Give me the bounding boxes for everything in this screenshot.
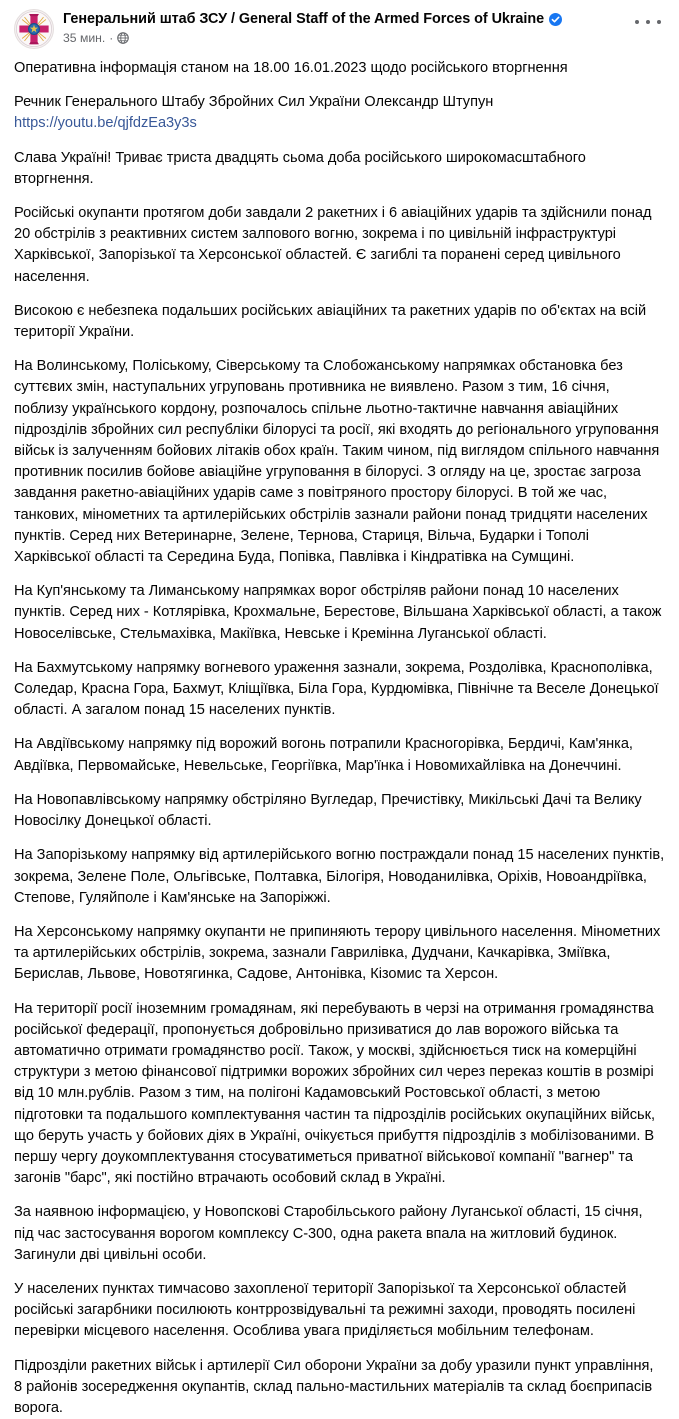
post-paragraph: Слава Україні! Триває триста двадцять сьома доба російського широкомасштабного вторгнення. <box>14 149 586 187</box>
post-paragraph: На Бахмутському напрямку вогневого ураження зазнали, зокрема, Роздолівка, Краснополівка, Соледар, Красна Гора, Бахмут, Кліщіївка, Біла Гора, Курдюмівка, Північне та Веселе Донецької області. А загалом понад 15 населених пунктів. <box>14 659 659 719</box>
globe-icon[interactable] <box>117 32 129 44</box>
post-timestamp[interactable]: 35 мин. <box>63 31 106 45</box>
post-paragraph: На Авдіївському напрямку під ворожий вогонь потрапили Красногорівка, Бердичі, Кам'янка, Авдіївка, Первомайське, Невельське, Георгіївка, Мар'їнка і Новомихайлівка на Донеччині. <box>14 736 633 774</box>
video-link[interactable]: https://youtu.be/qjfdzEa3y3s <box>14 115 197 132</box>
post-paragraph: На Новопавлівському напрямку обстріляно Вугледар, Пречистівку, Микільські Дачі та Велику Новосілку Донецької області. <box>14 791 642 830</box>
meta-separator: · <box>109 31 114 45</box>
post-meta-row <box>63 30 665 46</box>
post-paragraph: У населених пунктах тимчасово захопленої території Запорізької та Херсонської областей російські загарбники посилюють контррозвідувальні та режимні заходи, проводять посилені перевірки місцевого населення. Особлива увага приділяється мобільним телефонам. <box>14 1280 636 1340</box>
post-paragraph: На Херсонському напрямку окупанти не припиняють терору цивільного населення. Мінометних та артилерійських обстрілів, зокрема, зазнали Гаврилівка, Дудчани, Качкарівка, Зміївка, Берислав, Львове, Новотягинка, Садове, Антонівка, Кізомис та Херсон. <box>14 923 661 983</box>
dot <box>646 20 650 24</box>
post-paragraph: Високою є небезпека подальших російських авіаційних та ракетних ударів по об'єктах на всій території України. <box>14 302 647 341</box>
header-text-block <box>63 9 665 46</box>
page-name[interactable]: Генеральний штаб ЗСУ / General Staff of the Armed Forces of Ukraine <box>63 11 545 27</box>
verified-badge-icon <box>549 13 562 26</box>
post-paragraph: За наявною інформацією, у Новопскові Старобільського району Луганської області, 15 січня, під час застосування ворогом комплексу С-300, одна ракета впала на житловий будинок. Загинули дві цивільні особи. <box>14 1204 643 1263</box>
post-paragraph: На Куп'янському та Лиманському напрямках ворог обстріляв райони понад 10 населених пунктів. Серед них - Котлярівка, Крохмальне, Берестове, Вільшана Харківської області, а також Новоселівське, Стельмахівка, Макіївка, Невське і Кремінна Луганської області. <box>14 583 662 642</box>
more-options-icon[interactable] <box>635 14 661 30</box>
post-paragraph: Підрозділи ракетних військ і артилерії Сил оборони України за добу уразили пункт управління, 8 районів зосередження окупантів, склад пально-мастильних матеріалів та склад боєприпасів ворога. <box>14 1357 654 1416</box>
post-body <box>0 58 679 1419</box>
post-paragraph: На Волинському, Поліському, Сіверському та Слобожанському напрямках обстановка без суттєвих змін, наступальних угруповань противника не виявлено. Разом з тим, 16 січня, поблизу українського кордону, розпочалось спільне льотно-тактичне навчання авіаційних підрозділів збройних сил республіки білорусі та росії, які входять до регіонального угруповання військ із залученням бойових літаків обох країн. Таким чином, під виглядом спільного навчання противник посилив бойове авіаційне угруповання в білорусі. З огляду на це, зростає загроза завдання ракетно-авіаційних ударів саме з повітряного простору білорусі. В той же час, танкових, мінометних та артилерійських обстрілів зазнали райони понад тридцяти населених пунктів. Серед них Ветеринарне, Зелене, Тернова, Стариця, Вільча, Бударки і Тополі Харківської області та Середина Буда, Попівка, Павлівка і Кіндратівка на Сумщині. <box>14 358 660 566</box>
dot <box>635 20 639 24</box>
post-headline: Оперативна інформація станом на 18.00 16.01.2023 щодо російського вторгнення <box>14 60 568 76</box>
post-paragraph: На території росії іноземним громадянам, які перебувають в черзі на отримання громадянства російської федерації, пропонується добровільно призиватися до лав ворожого війська та автоматично отримати громадянство росії. Також, у москві, здійснюється тиск на комерційні структури з метою фінансової підтримки ворожих збройних сил через переказ коштів в розмірі від 10 млн.рублів. Разом з тим, на полігоні Кадамовський Ростовської області, з метою підготовки та подальшого комплектування частин та підрозділів російських окупаційних військ, що беруть участь у бойових діях в Україні, очікується прибуття підрозділів з мобілізованими. В першу чергу доукомплектування стосуватиметься приватної військової компанії "вагнер" та загонів "барс", які постійно втрачають особовий склад в Україні. <box>14 1000 656 1187</box>
post-header <box>0 0 679 49</box>
post-paragraph: Російські окупанти протягом доби завдали 2 ракетних і 6 авіаційних ударів та здійснили понад 20 обстрілів з реактивних систем залпового вогню, зокрема і по цивільній інфраструктурі Харківської, Запорізької та Херсонської областей. Є загиблі та поранені серед цивільного населення. <box>14 205 652 285</box>
post-spokesperson: Речник Генерального Штабу Збройних Сил України Олександр Штупун <box>14 94 494 111</box>
dot <box>657 20 661 24</box>
author-name-row <box>63 10 665 28</box>
post-link-line <box>14 113 665 134</box>
post-paragraph: На Запорізькому напрямку від артилерійського вогню постраждали понад 15 населених пунктів, зокрема, Зелене Поле, Ольгівське, Полтавка, Білогіря, Новоданилівка, Оріхів, Новоандріївка, Степове, Гуляйполе і Кам'янське на Запоріжжі. <box>14 847 665 906</box>
avatar[interactable] <box>14 9 54 49</box>
